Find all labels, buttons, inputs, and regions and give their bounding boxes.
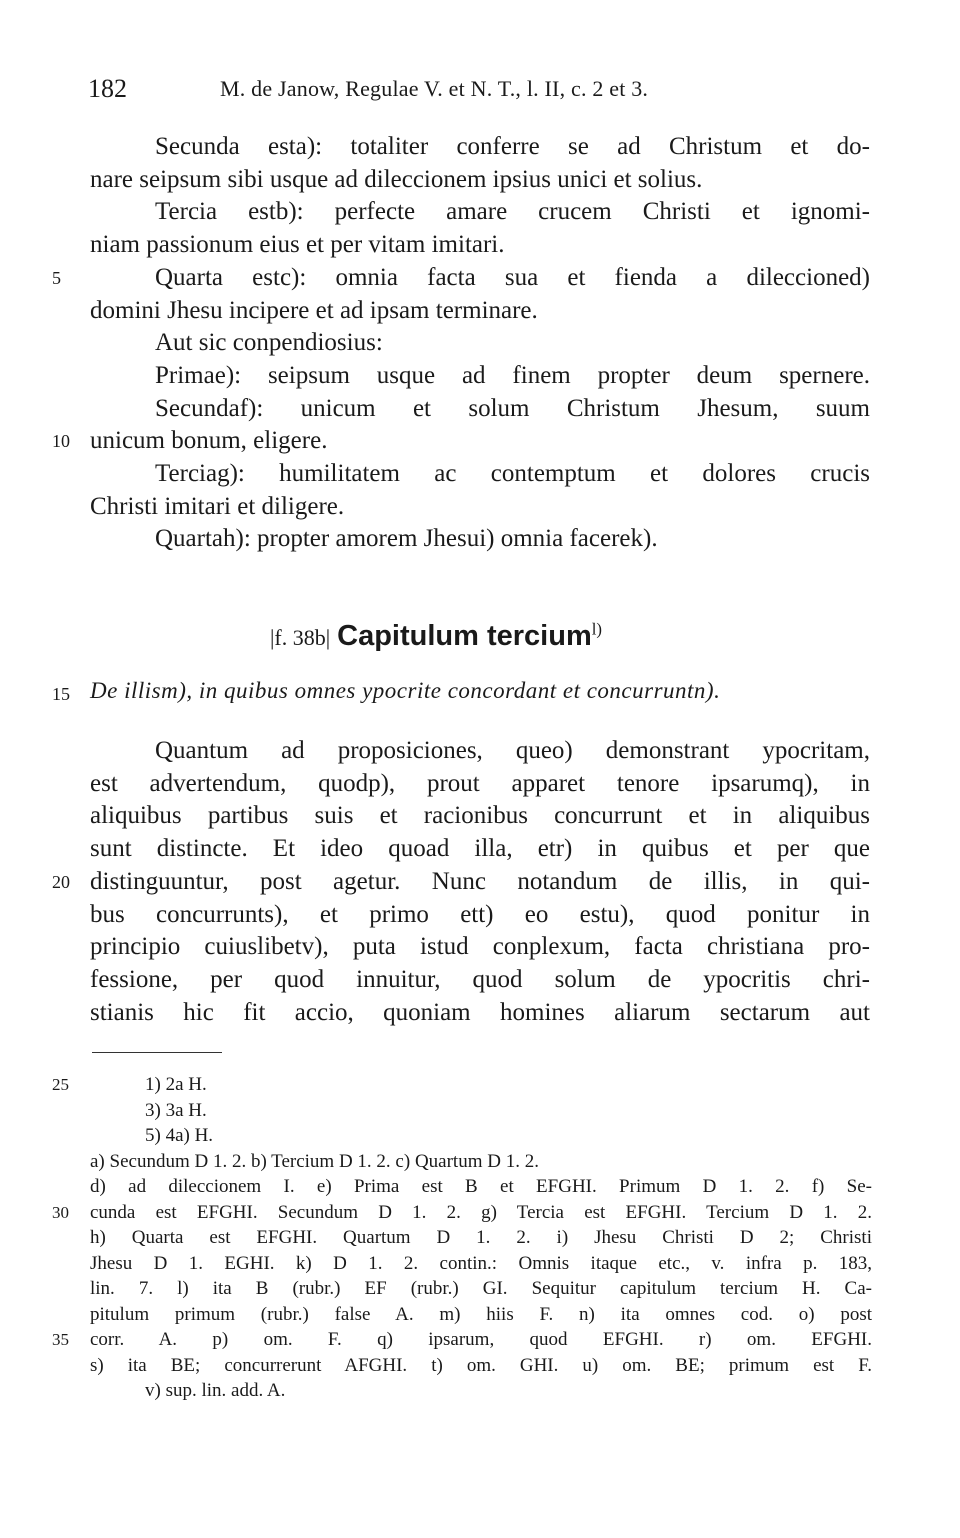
text-line: Quarta estc): omnia facta sua et fienda a dileccioned)	[155, 263, 870, 291]
line-number: 20	[52, 871, 70, 892]
line-number: 5	[52, 267, 61, 288]
chapter-rubric: De illism), in quibus omnes ypocrite concordant et concurruntn).	[90, 678, 721, 703]
text-line: est advertendum, quodp), prout apparet tenore ipsarumq), in	[90, 769, 870, 797]
text-line: principio cuiuslibetv), puta istud conplexum, facta christiana pro-	[90, 933, 870, 961]
footnote-line: cunda est EFGHI. Secundum D 1. 2. g) Tercia est EFGHI. Tercium D 1. 2.	[90, 1201, 872, 1223]
page-number: 182	[88, 74, 127, 103]
text-line: Aut sic conpendiosius:	[155, 329, 383, 357]
footnote-line: corr. A. p) om. F. q) ipsarum, quod EFGHI. r) om. EFGHI.	[90, 1329, 872, 1350]
footnote-rule	[92, 1052, 222, 1053]
text-line: niam passionum eius et per vitam imitari.	[90, 231, 505, 259]
line-number: 10	[52, 431, 70, 452]
chapter-heading	[270, 620, 870, 653]
chapter-title-note: l)	[591, 619, 602, 639]
text-line: Secunda esta): totaliter conferre se ad Christum et do-	[155, 133, 870, 160]
footnote-line: lin. 7. l) ita B (rubr.) EF (rubr.) GI. Sequitur capitulum tercium H. Ca-	[90, 1278, 872, 1299]
chapter-title: Capitulum tercium	[337, 620, 592, 652]
text-line: sunt distincte. Et ideo quoad illa, etr) in quibus et per que	[90, 835, 870, 863]
text-line: aliquibus partibus suis et racionibus concurrunt et in aliquibus	[90, 802, 870, 830]
footnote-line: pitulum primum (rubr.) false A. m) hiis F. n) ita omnes cod. o) post	[90, 1303, 872, 1325]
line-number: 35	[52, 1330, 69, 1349]
footnote-line: s) ita BE; concurrerunt AFGHI. t) om. GHI. u) om. BE; primum est F.	[90, 1354, 872, 1376]
footnote-line: d) ad dileccionem I. e) Prima est B et EFGHI. Primum D 1. 2. f) Se-	[90, 1176, 872, 1197]
footnote-line: Jhesu D 1. EGHI. k) D 1. 2. contin.: Omnis itaque etc., v. infra p. 183,	[90, 1252, 872, 1274]
text-line: unicum bonum, eligere.	[90, 427, 328, 455]
page-header	[88, 74, 888, 110]
text-line: Primae): seipsum usque ad finem propter deum spernere.	[155, 361, 870, 389]
footnote-line: v) sup. lin. add. A.	[145, 1380, 286, 1401]
text-line: nare seipsum sibi usque ad dileccionem ipsius unici et solius.	[90, 165, 703, 193]
running-head: M. de Janow, Regulae V. et N. T., l. II, c. 2 et 3.	[220, 76, 649, 101]
text-line: Secundaf): unicum et solum Christum Jhesum, suum	[155, 394, 870, 422]
line-number: 30	[52, 1202, 69, 1222]
footnote-line: 3) 3a H.	[145, 1099, 207, 1121]
text-line: domini Jhesu incipere et ad ipsam terminare.	[90, 296, 538, 324]
text-line: Tercia estb): perfecte amare crucem Christi et ignomi-	[155, 198, 870, 226]
text-line: stianis hic fit accio, quoniam homines aliarum sectarum aut	[90, 998, 870, 1026]
folio-marker: |f. 38b|	[270, 625, 331, 650]
footnote-line: h) Quarta est EFGHI. Quartum D 1. 2. i) Jhesu Christi D 2; Christi	[90, 1227, 872, 1248]
text-line: Christi imitari et diligere.	[90, 492, 345, 520]
footnote-line: 1) 2a H.	[145, 1074, 207, 1095]
text-line: fessione, per quod innuitur, quod solum de ypocritis chri-	[90, 965, 870, 993]
line-number: 15	[52, 684, 70, 704]
text-line: distinguuntur, post agetur. Nunc notandum de illis, in qui-	[90, 867, 870, 895]
footnote-line: 5) 4a) H.	[145, 1125, 214, 1146]
text-line: bus concurrunts), et primo ett) eo estu), quod ponitur in	[90, 900, 870, 928]
text-line: Terciag): humilitatem ac contemptum et dolores crucis	[155, 460, 870, 487]
footnote-line: a) Secundum D 1. 2. b) Tercium D 1. 2. c) Quartum D 1. 2.	[90, 1150, 539, 1172]
text-line: Quartah): propter amorem Jhesui) omnia facerek).	[155, 525, 658, 553]
line-number: 25	[52, 1075, 69, 1094]
text-line: Quantum ad proposiciones, queo) demonstrant ypocritam,	[155, 737, 870, 764]
